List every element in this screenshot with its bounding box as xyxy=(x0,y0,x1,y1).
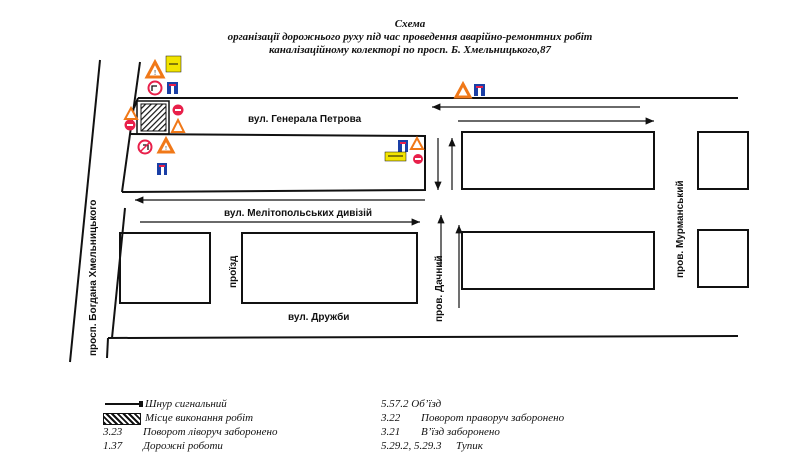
legend-item-worksite xyxy=(103,412,253,424)
legend-code: 1.37 xyxy=(103,440,123,452)
no-right-turn-sign xyxy=(149,82,162,95)
traffic-arrows xyxy=(135,107,654,308)
legend-code: 3.22 xyxy=(381,412,401,424)
legend-item-1-37 xyxy=(103,440,223,452)
dead-end-sign-1 xyxy=(167,82,178,94)
no-entry-sign-2 xyxy=(173,105,184,116)
street-dachnyi: пров. Дачний xyxy=(434,255,445,322)
no-entry-sign-1 xyxy=(125,120,136,131)
legend-text: В’їзд заборонено xyxy=(421,426,500,438)
legend-item-5-57-2 xyxy=(381,398,441,410)
warning-sign-3 xyxy=(172,120,184,132)
signal-cord-icon xyxy=(103,399,145,409)
street-melitopolskykh: вул. Мелітопольських дивізій xyxy=(224,208,373,219)
detour-sign-1 xyxy=(166,56,181,72)
legend-text: Об’їзд xyxy=(411,398,442,410)
detour-sign-2 xyxy=(385,152,406,161)
legend-text: Поворот праворуч заборонено xyxy=(421,412,565,424)
warning-sign-1 xyxy=(147,62,163,77)
legend-code: 5.29.2, 5.29.3 xyxy=(381,440,442,452)
street-murmanskyi: пров. Мурманський xyxy=(675,180,686,278)
legend-item-3-21 xyxy=(381,426,500,438)
no-entry-sign-3 xyxy=(413,154,423,164)
warning-sign-2 xyxy=(125,108,137,119)
legend-code: 3.23 xyxy=(103,426,123,438)
legend-code: 5.57.2 xyxy=(381,398,409,410)
scheme-title: Схема xyxy=(394,18,426,30)
no-left-turn-sign xyxy=(139,141,152,154)
legend-item-3-23 xyxy=(103,426,277,438)
dead-end-sign-2 xyxy=(157,163,167,175)
street-khmelnytskoho: просп. Богдана Хмельницького xyxy=(88,199,99,356)
svg-text:!: ! xyxy=(165,146,167,152)
legend-item-cord xyxy=(103,398,227,410)
legend-text: Поворот ліворуч заборонено xyxy=(143,426,278,438)
street-druzhby: вул. Дружби xyxy=(288,312,350,323)
dead-end-sign-4 xyxy=(474,84,485,96)
legend-code: 3.21 xyxy=(381,426,401,438)
street-edges xyxy=(107,98,738,358)
work-site xyxy=(137,101,169,134)
khmelnytskoho-road xyxy=(70,60,140,362)
street-petrova: вул. Генерала Петрова xyxy=(248,114,362,125)
legend-text: Тупик xyxy=(456,440,483,452)
legend-item-5-29 xyxy=(381,440,483,452)
street-proizd: проїзд xyxy=(228,255,239,288)
legend-item-3-22 xyxy=(381,412,564,424)
legend-text: Шнур сигнальний xyxy=(145,398,227,410)
warning-sign-6 xyxy=(456,84,470,97)
warning-sign-4 xyxy=(159,139,173,152)
dead-end-sign-3 xyxy=(398,140,408,152)
legend-text: Місце виконання робіт xyxy=(145,412,254,424)
legend-text: Дорожні роботи xyxy=(143,440,223,452)
warning-sign-5 xyxy=(411,138,423,149)
svg-text:!: ! xyxy=(153,69,157,77)
hatched-area-icon xyxy=(103,413,145,423)
scheme-subtitle-2: каналізаційному колекторі по просп. Б. Хмельницького,87 xyxy=(268,44,552,56)
scheme-subtitle-1: організації дорожнього руху під час проведення аварійно-ремонтних робіт xyxy=(227,31,593,43)
